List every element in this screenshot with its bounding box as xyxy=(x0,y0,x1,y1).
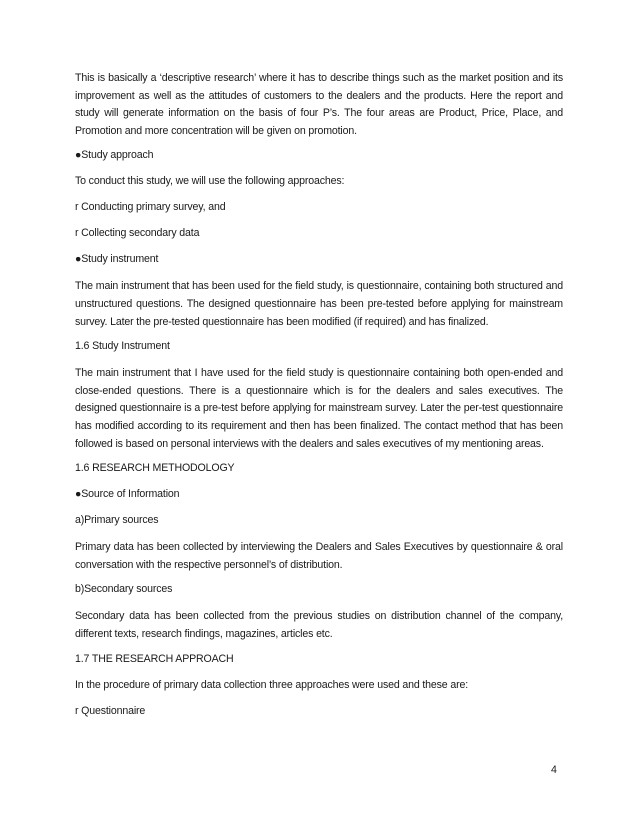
paragraph-study-instrument: The main instrument that has been used for the field study, is questionnaire, containing both structured and unstructured questions. The designed questionnaire has been pre-tested before applying for mainstream survey. Later the pre-tested questionnaire has been modified (if required) and has finalized. xyxy=(75,280,563,328)
paragraph-main-instrument: The main instrument that I have used for the field study is questionnaire containing both open-ended and close-ended questions. There is a questionnaire which is for the dealers and sales executives. The designed questionnaire is a pre-test before applying for mainstream survey. Later the per-test questionnaire has modified according to its requirement and then has been finalized. The contact method that has been followed is based on personal interviews with the dealers and sales executives of my mentioning areas. xyxy=(75,367,563,450)
paragraph-secondary-data: Secondary data has been collected from the previous studies on distribution channel of the company, different texts, research findings, magazines, articles etc. xyxy=(75,610,563,640)
section-heading-research-methodology: 1.6 RESEARCH METHODOLOGY xyxy=(75,462,235,475)
approaches-intro: To conduct this study, we will use the following approaches: xyxy=(75,175,345,188)
study-approach-heading: ●Study approach xyxy=(75,149,154,162)
page-number: 4 xyxy=(551,764,557,776)
source-of-information-heading: ●Source of Information xyxy=(75,488,180,501)
approach-item-questionnaire: r Questionnaire xyxy=(75,704,146,717)
research-approach-intro: In the procedure of primary data collection three approaches were used and these are: xyxy=(75,678,468,691)
secondary-sources-heading: b)Secondary sources xyxy=(75,583,173,596)
paragraph-primary-data: Primary data has been collected by interviewing the Dealers and Sales Executives by questionnaire & oral conversation with the respective personnel’s of distribution. xyxy=(75,541,563,571)
section-heading-research-approach: 1.7 THE RESEARCH APPROACH xyxy=(75,652,234,665)
approach-item-secondary-data: r Collecting secondary data xyxy=(75,227,200,240)
study-instrument-heading: ●Study instrument xyxy=(75,253,159,266)
section-heading-1-6-study-instrument: 1.6 Study Instrument xyxy=(75,340,170,353)
approach-item-primary-survey: r Conducting primary survey, and xyxy=(75,201,226,214)
document-page xyxy=(75,70,563,730)
paragraph-descriptive-research: This is basically a ‘descriptive research’ where it has to describe things such as the market position and its improvement as well as the attitudes of customers to the dealers and the products. Here the report and study will generate information on the basis of four P’s. The four areas are Product, Price, Place, and Promotion and more concentration will be given on promotion. xyxy=(75,72,563,137)
primary-sources-heading: a)Primary sources xyxy=(75,514,159,527)
